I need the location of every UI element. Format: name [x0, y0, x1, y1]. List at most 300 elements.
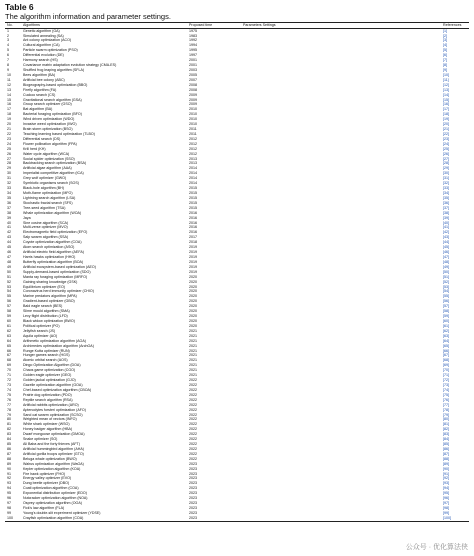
- cell-year: 2012: [189, 151, 197, 156]
- cell-year: 2001: [189, 63, 197, 68]
- cell-reference[interactable]: [3]: [443, 38, 447, 43]
- cell-no: 81: [7, 422, 11, 427]
- cell-no: 31: [7, 176, 11, 181]
- cell-year: 2023: [189, 491, 197, 496]
- cell-algorithm: Bat algorithm (BA): [23, 107, 53, 112]
- cell-year: 2001: [189, 58, 197, 63]
- cell-no: 73: [7, 382, 11, 387]
- cell-year: 2019: [189, 264, 197, 269]
- cell-year: 2020: [189, 279, 197, 284]
- cell-algorithm: Honey badger algorithm (HBA): [23, 427, 73, 432]
- cell-reference[interactable]: [39]: [443, 215, 449, 220]
- cell-reference[interactable]: [29]: [443, 166, 449, 171]
- cell-algorithm: Jellyfish search (JS): [23, 328, 56, 333]
- cell-reference[interactable]: [79]: [443, 412, 449, 417]
- cell-algorithm: Beluga whale optimization (BWO): [23, 456, 77, 461]
- cell-reference[interactable]: [10]: [443, 72, 449, 77]
- cell-year: 1983: [189, 33, 197, 38]
- cell-reference[interactable]: [64]: [443, 338, 449, 343]
- cell-year: 2010: [189, 122, 197, 127]
- cell-year: 2022: [189, 407, 197, 412]
- cell-no: 69: [7, 363, 11, 368]
- cell-no: 15: [7, 97, 11, 102]
- cell-year: 2020: [189, 314, 197, 319]
- cell-reference[interactable]: [69]: [443, 363, 449, 368]
- cell-reference[interactable]: [24]: [443, 141, 449, 146]
- cell-no: 16: [7, 102, 11, 107]
- cell-algorithm: Golden jackal optimization (GJO): [23, 378, 76, 383]
- cell-no: 9: [7, 67, 9, 72]
- cell-year: 1992: [189, 38, 197, 43]
- cell-reference[interactable]: [51]: [443, 274, 449, 279]
- table-container: [5, 2, 469, 522]
- cell-no: 95: [7, 491, 11, 496]
- cell-reference[interactable]: [99]: [443, 510, 449, 515]
- cell-no: 27: [7, 156, 11, 161]
- cell-no: 94: [7, 486, 11, 491]
- cell-algorithm: Cultural algorithm (CA): [23, 43, 60, 48]
- cell-no: 77: [7, 402, 11, 407]
- cell-algorithm: Artificial ecosystem-based optimization (AEO): [23, 264, 96, 269]
- cell-algorithm: Differential search (DS): [23, 136, 61, 141]
- cell-reference[interactable]: [53]: [443, 284, 449, 289]
- cell-reference[interactable]: [26]: [443, 151, 449, 156]
- cell-algorithm: Sine cosine algorithm (SCA): [23, 220, 69, 225]
- cell-no: 43: [7, 235, 11, 240]
- cell-reference[interactable]: [54]: [443, 289, 449, 294]
- cell-reference[interactable]: [96]: [443, 496, 449, 501]
- algorithm-table: [5, 22, 469, 522]
- cell-no: 41: [7, 225, 11, 230]
- cell-no: 23: [7, 136, 11, 141]
- cell-reference[interactable]: [65]: [443, 343, 449, 348]
- cell-reference[interactable]: [33]: [443, 186, 449, 191]
- cell-algorithm: Genetic algorithm (GA): [23, 28, 60, 33]
- cell-reference[interactable]: [18]: [443, 112, 449, 117]
- cell-no: 7: [7, 58, 9, 63]
- cell-year: 2005: [189, 72, 197, 77]
- cell-algorithm: Sand cat swarm optimization (SCSO): [23, 412, 83, 417]
- cell-year: 2023: [189, 461, 197, 466]
- cell-no: 83: [7, 432, 11, 437]
- cell-no: 55: [7, 294, 11, 299]
- cell-algorithm: Exponential distribution optimizer (EDO): [23, 491, 87, 496]
- cell-algorithm: Fick's law algorithm (FLA): [23, 506, 65, 511]
- cell-reference[interactable]: [58]: [443, 309, 449, 314]
- cell-year: 2012: [189, 136, 197, 141]
- cell-algorithm: Ali Baba and the forty thieves (AFT): [23, 442, 80, 447]
- cell-reference[interactable]: [11]: [443, 77, 449, 82]
- cell-no: 56: [7, 299, 11, 304]
- cell-no: 84: [7, 437, 11, 442]
- cell-reference[interactable]: [41]: [443, 225, 449, 230]
- cell-no: 4: [7, 43, 9, 48]
- cell-algorithm: Political optimizer (PO): [23, 323, 60, 328]
- cell-algorithm: Symbiotic organisms search (SOS): [23, 181, 79, 186]
- cell-algorithm: Tree-seed algorithm (TSA): [23, 205, 66, 210]
- cell-reference[interactable]: [44]: [443, 240, 449, 245]
- cell-reference[interactable]: [15]: [443, 97, 449, 102]
- cell-no: 63: [7, 333, 11, 338]
- cell-algorithm: Aptenodytes forsteri optimization (AFO): [23, 407, 86, 412]
- header-references: References: [441, 23, 469, 29]
- cell-reference[interactable]: [100]: [441, 516, 469, 521]
- cell-reference[interactable]: [31]: [443, 176, 449, 181]
- cell-no: 82: [7, 427, 11, 432]
- cell-year: 2022: [189, 402, 197, 407]
- cell-reference[interactable]: [7]: [443, 58, 447, 63]
- cell-year: 2020: [189, 299, 197, 304]
- cell-algorithm: Biogeography-based optimization (BBO): [23, 82, 88, 87]
- cell-year: 2011: [189, 127, 197, 132]
- cell-reference[interactable]: [1]: [443, 28, 447, 33]
- cell-reference[interactable]: [46]: [443, 250, 449, 255]
- cell-reference[interactable]: [8]: [443, 63, 447, 68]
- cell-no: 5: [7, 48, 9, 53]
- cell-no: 66: [7, 348, 11, 353]
- cell-no: 65: [7, 343, 11, 348]
- cell-no: 58: [7, 309, 11, 314]
- cell-algorithm: Cuckoo search (CS): [23, 92, 56, 97]
- cell-year: 2003: [189, 67, 197, 72]
- cell-reference[interactable]: [42]: [443, 230, 449, 235]
- cell-reference[interactable]: [45]: [443, 245, 449, 250]
- watermark: 公众号 · 优化算法侠: [405, 544, 468, 551]
- cell-reference[interactable]: [91]: [443, 471, 449, 476]
- cell-year: 2008: [189, 82, 197, 87]
- cell-reference[interactable]: [83]: [443, 432, 449, 437]
- cell-no: 20: [7, 122, 11, 127]
- cell-algorithm: Runge Kutta optimizer (RUN): [23, 348, 70, 353]
- cell-no: 14: [7, 92, 11, 97]
- cell-reference[interactable]: [98]: [443, 506, 449, 511]
- cell-reference[interactable]: [9]: [443, 67, 447, 72]
- cell-reference[interactable]: [4]: [443, 43, 447, 48]
- cell-no: 28: [7, 161, 11, 166]
- cell-reference[interactable]: [59]: [443, 314, 449, 319]
- cell-reference[interactable]: [27]: [443, 156, 449, 161]
- cell-year: 2020: [189, 309, 197, 314]
- cell-algorithm: Golden eagle optimizer (GEO): [23, 373, 72, 378]
- cell-reference[interactable]: [23]: [443, 136, 449, 141]
- cell-reference[interactable]: [35]: [443, 195, 449, 200]
- cell-algorithm: Firefly algorithm (FA): [23, 87, 57, 92]
- cell-algorithm: Grey wolf optimizer (GWO): [23, 176, 67, 181]
- cell-reference[interactable]: [14]: [443, 92, 449, 97]
- cell-reference[interactable]: [71]: [443, 373, 449, 378]
- cell-reference[interactable]: [19]: [443, 117, 449, 122]
- cell-reference[interactable]: [73]: [443, 382, 449, 387]
- cell-reference[interactable]: [97]: [443, 501, 449, 506]
- cell-reference[interactable]: [28]: [443, 161, 449, 166]
- cell-algorithm: Manta ray foraging optimization (MRFO): [23, 274, 88, 279]
- cell-algorithm: Slime mould algorithm (SMA): [23, 309, 70, 314]
- cell-year: 2012: [189, 141, 197, 146]
- cell-algorithm: Flower pollination algorithm (FPA): [23, 141, 77, 146]
- cell-no: 89: [7, 461, 11, 466]
- cell-algorithm: Crayfish optimization algorithm (COA): [21, 516, 187, 521]
- cell-algorithm: Young's double-slit experiment optimizer (YDSE): [23, 510, 101, 515]
- cell-reference[interactable]: [55]: [443, 294, 449, 299]
- cell-no: 34: [7, 191, 11, 196]
- cell-no: 88: [7, 456, 11, 461]
- cell-no: 32: [7, 181, 11, 186]
- cell-year: 2011: [189, 131, 197, 136]
- cell-reference[interactable]: [6]: [443, 53, 447, 58]
- cell-algorithm: Black widow optimization (BWO): [23, 318, 75, 323]
- cell-algorithm: Moth-flame optimization (MFO): [23, 191, 73, 196]
- cell-reference[interactable]: [93]: [443, 481, 449, 486]
- cell-year: 2015: [189, 205, 197, 210]
- cell-year: 2022: [189, 446, 197, 451]
- cell-no: 53: [7, 284, 11, 289]
- cell-algorithm: Multi-verse optimizer (MVO): [23, 225, 68, 230]
- cell-algorithm: Artificial algae algorithm (AAA): [23, 166, 72, 171]
- cell-reference[interactable]: [61]: [443, 323, 449, 328]
- cell-year: 2023: [187, 516, 241, 521]
- cell-reference[interactable]: [12]: [443, 82, 449, 87]
- cell-no: 80: [7, 417, 11, 422]
- cell-reference[interactable]: [17]: [443, 107, 449, 112]
- cell-year: 2021: [189, 373, 197, 378]
- cell-year: 2023: [189, 466, 197, 471]
- cell-algorithm: Bald eagle search (BES): [23, 304, 63, 309]
- cell-reference[interactable]: [78]: [443, 407, 449, 412]
- cell-no: 45: [7, 245, 11, 250]
- cell-reference[interactable]: [21]: [443, 127, 449, 132]
- cell-reference[interactable]: [88]: [443, 456, 449, 461]
- cell-year: 2013: [189, 156, 197, 161]
- cell-no: 61: [7, 323, 11, 328]
- cell-year: 2023: [189, 481, 197, 486]
- cell-year: 2010: [189, 112, 197, 117]
- cell-no: 90: [7, 466, 11, 471]
- cell-algorithm: Social spider optimization (SSO): [23, 156, 75, 161]
- cell-reference[interactable]: [60]: [443, 318, 449, 323]
- cell-no: 21: [7, 127, 11, 132]
- cell-reference[interactable]: [25]: [443, 146, 449, 151]
- cell-reference[interactable]: [37]: [443, 205, 449, 210]
- cell-reference[interactable]: [47]: [443, 255, 449, 259]
- cell-reference[interactable]: [90]: [443, 466, 449, 471]
- cell-algorithm: Wind driven optimization (WDO): [23, 117, 75, 122]
- cell-reference[interactable]: [22]: [443, 131, 449, 136]
- cell-reference[interactable]: [77]: [443, 402, 449, 407]
- cell-reference[interactable]: [75]: [443, 392, 449, 397]
- cell-year: 2022: [189, 417, 197, 422]
- cell-year: 2021: [189, 333, 197, 338]
- cell-reference[interactable]: [66]: [443, 348, 449, 353]
- cell-year: 2020: [189, 289, 197, 294]
- cell-reference[interactable]: [13]: [443, 87, 449, 92]
- cell-no: 22: [7, 131, 11, 136]
- cell-no: 98: [7, 506, 11, 511]
- cell-parameters: [241, 516, 441, 521]
- cell-reference[interactable]: [68]: [443, 358, 449, 363]
- cell-algorithm: Artificial electric field algorithm (AEFA): [23, 250, 84, 255]
- cell-no: 3: [7, 38, 9, 43]
- cell-no: 97: [7, 501, 11, 506]
- cell-year: 2016: [189, 230, 197, 235]
- cell-year: 2014: [189, 176, 197, 181]
- cell-year: 1994: [189, 43, 197, 48]
- cell-no: 10: [7, 72, 11, 77]
- cell-reference[interactable]: [62]: [443, 328, 449, 333]
- cell-year: 2022: [189, 427, 197, 432]
- cell-no: 67: [7, 353, 11, 358]
- cell-algorithm: Simulated annealing (SA): [23, 33, 64, 38]
- cell-reference[interactable]: [92]: [443, 476, 449, 481]
- cell-reference[interactable]: [40]: [443, 220, 449, 225]
- cell-reference[interactable]: [16]: [443, 102, 449, 107]
- cell-no: 29: [7, 166, 11, 171]
- cell-reference[interactable]: [80]: [443, 417, 449, 422]
- cell-reference[interactable]: [52]: [443, 279, 449, 284]
- cell-year: 2021: [189, 343, 197, 348]
- cell-algorithm: Krill herd (KH): [23, 146, 46, 151]
- cell-no: 40: [7, 220, 11, 225]
- cell-no: 24: [7, 141, 11, 146]
- cell-year: 2020: [189, 274, 197, 279]
- cell-no: 59: [7, 314, 11, 319]
- cell-no: 46: [7, 250, 11, 255]
- header-algorithms: Algorithms: [21, 23, 187, 29]
- cell-algorithm: Snake optimizer (SO): [23, 437, 58, 442]
- cell-no: 64: [7, 338, 11, 343]
- cell-year: 2010: [189, 107, 197, 112]
- cell-year: 2019: [189, 250, 197, 255]
- cell-no: 52: [7, 279, 11, 284]
- cell-reference[interactable]: [82]: [443, 427, 449, 432]
- cell-reference[interactable]: [86]: [443, 446, 449, 451]
- cell-reference[interactable]: [30]: [443, 171, 449, 176]
- cell-no: 51: [7, 274, 11, 279]
- cell-algorithm: Gazelle optimization algorithm (GOA): [23, 382, 83, 387]
- cell-reference[interactable]: [74]: [443, 387, 449, 392]
- cell-year: 2022: [189, 382, 197, 387]
- cell-algorithm: Jaya: [23, 215, 31, 220]
- cell-year: 2020: [189, 294, 197, 299]
- cell-reference[interactable]: [85]: [443, 442, 449, 447]
- cell-algorithm: Bees algorithm (BA): [23, 72, 56, 77]
- cell-no: 12: [7, 82, 11, 87]
- cell-no: 60: [7, 318, 11, 323]
- cell-no: 2: [7, 33, 9, 38]
- cell-reference[interactable]: [2]: [443, 33, 447, 38]
- cell-reference[interactable]: [50]: [443, 269, 449, 274]
- cell-year: 2010: [189, 117, 197, 122]
- cell-reference[interactable]: [34]: [443, 191, 449, 196]
- cell-year: 2022: [189, 392, 197, 397]
- cell-year: 2021: [189, 353, 197, 358]
- cell-year: 2023: [189, 510, 197, 515]
- cell-year: 2012: [189, 146, 197, 151]
- cell-algorithm: Weighted mean of vectors (INFO): [23, 417, 77, 422]
- cell-reference[interactable]: [94]: [443, 486, 449, 491]
- cell-algorithm: Arithmetic optimization algorithm (AOA): [23, 338, 86, 343]
- cell-year: 2017: [189, 235, 197, 240]
- cell-algorithm: Imperialist competitive algorithm (ICA): [23, 171, 84, 176]
- cell-reference[interactable]: [70]: [443, 368, 449, 373]
- cell-no: 25: [7, 146, 11, 151]
- cell-reference[interactable]: [32]: [443, 181, 449, 186]
- cell-algorithm: Bacterial foraging optimization (BFO): [23, 112, 82, 117]
- cell-algorithm: Levy flight distribution (LFD): [23, 314, 68, 319]
- cell-year: 2019: [189, 259, 197, 264]
- cell-reference[interactable]: [43]: [443, 235, 449, 240]
- cell-no: 99: [7, 510, 11, 515]
- cell-algorithm: Lightning search algorithm (LSA): [23, 195, 76, 200]
- cell-reference[interactable]: [56]: [443, 299, 449, 304]
- cell-no: 48: [7, 259, 11, 264]
- header-proposed-time: Proposed time: [187, 23, 241, 29]
- cell-no: 93: [7, 481, 11, 486]
- cell-reference[interactable]: [48]: [443, 259, 449, 264]
- cell-no: 37: [7, 205, 11, 210]
- cell-year: 2021: [189, 338, 197, 343]
- cell-algorithm: Supply-demand-based optimization (SDO): [23, 269, 91, 274]
- cell-reference[interactable]: [57]: [443, 304, 449, 309]
- cell-year: 2018: [189, 240, 197, 245]
- cell-no: 54: [7, 289, 11, 294]
- cell-year: 2014: [189, 171, 197, 176]
- cell-algorithm: Marine predators algorithm (MPA): [23, 294, 77, 299]
- cell-algorithm: Dung beetle optimizer (DBO): [23, 481, 70, 486]
- cell-reference[interactable]: [87]: [443, 451, 449, 456]
- cell-year: 2021: [189, 368, 197, 373]
- cell-no: 70: [7, 368, 11, 373]
- cell-reference[interactable]: [84]: [443, 437, 449, 442]
- cell-algorithm: Coronavirus herd immunity optimizer (CHIO): [23, 289, 94, 294]
- cell-reference[interactable]: [76]: [443, 397, 449, 402]
- cell-no: 76: [7, 397, 11, 402]
- cell-year: 2023: [189, 506, 197, 511]
- cell-reference[interactable]: [20]: [443, 122, 449, 127]
- cell-algorithm: Artificial bee colony (ABC): [23, 77, 65, 82]
- cell-reference[interactable]: [72]: [443, 378, 449, 383]
- cell-no: 87: [7, 451, 11, 456]
- cell-reference[interactable]: [5]: [443, 48, 447, 53]
- cell-year: 2020: [189, 318, 197, 323]
- cell-reference[interactable]: [63]: [443, 333, 449, 338]
- cell-reference[interactable]: [49]: [443, 264, 449, 269]
- cell-year: 2013: [189, 161, 197, 166]
- cell-reference[interactable]: [67]: [443, 353, 449, 358]
- cell-algorithm: Archimedes optimization algorithm (ArchOA): [23, 343, 94, 348]
- cell-algorithm: Hunger games search (HGS): [23, 353, 70, 358]
- cell-reference[interactable]: [36]: [443, 200, 449, 205]
- cell-reference[interactable]: [95]: [443, 491, 449, 496]
- cell-no: 39: [7, 215, 11, 220]
- cell-reference[interactable]: [89]: [443, 461, 449, 466]
- cell-year: 2022: [189, 422, 197, 427]
- cell-algorithm: Shuffled frog leaping algorithm (SFLA): [23, 67, 85, 72]
- cell-algorithm: Brain storm optimization (BSO): [23, 127, 73, 132]
- cell-year: 2023: [189, 486, 197, 491]
- cell-year: 2009: [189, 97, 197, 102]
- cell-algorithm: Water cycle algorithm (WCA): [23, 151, 70, 156]
- cell-year: 2021: [189, 363, 197, 368]
- cell-year: 2019: [189, 269, 197, 274]
- cell-algorithm: Artificial gorilla troops optimizer (GTO): [23, 451, 84, 456]
- cell-reference[interactable]: [38]: [443, 210, 449, 215]
- cell-reference[interactable]: [81]: [443, 422, 449, 427]
- cell-algorithm: Gradient-based optimizer (GBO): [23, 299, 75, 304]
- cell-algorithm: Equilibrium optimizer (EO): [23, 284, 65, 289]
- cell-no: 71: [7, 373, 11, 378]
- cell-no: 62: [7, 328, 11, 333]
- cell-year: 2009: [189, 102, 197, 107]
